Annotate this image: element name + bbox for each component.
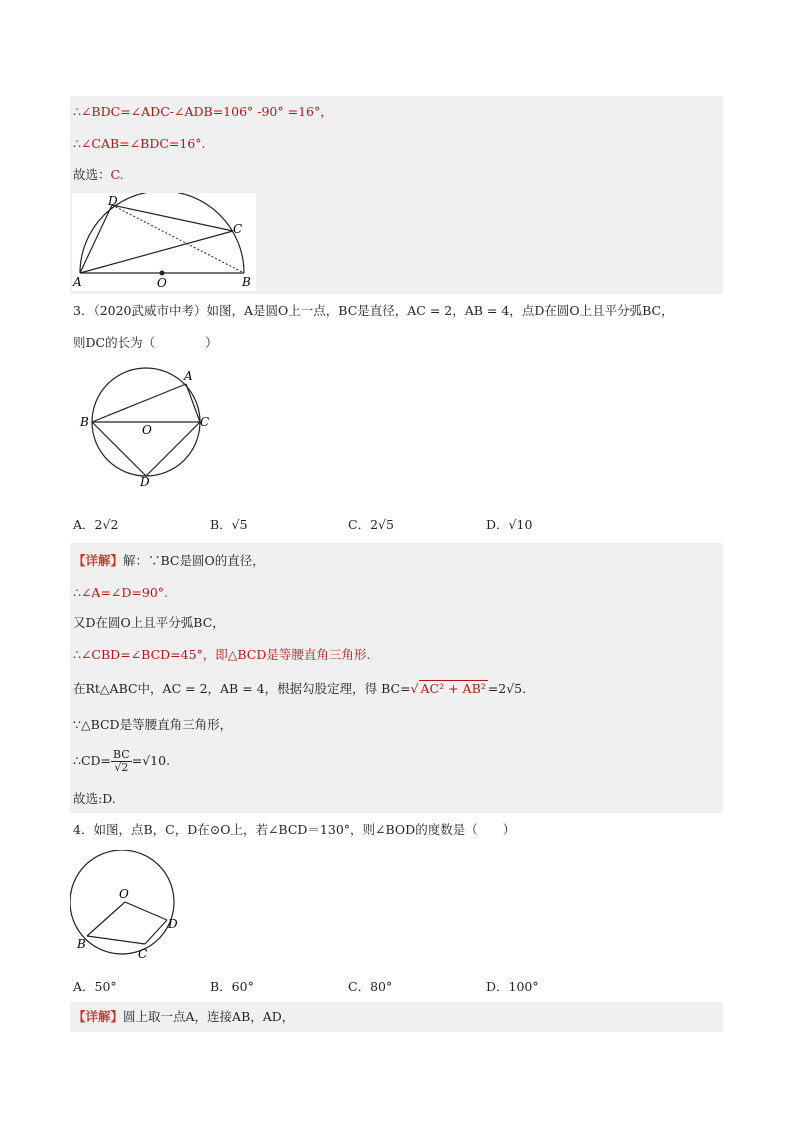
solution-text: =√10.: [131, 753, 171, 768]
choice-prefix: 故选：: [73, 167, 111, 182]
solution-line: 又D在圆O上且平分弧BC，: [73, 615, 225, 630]
solution-text: 在Rt△ABC中，AC = 2，AB = 4，根据勾股定理，得 BC=: [73, 681, 411, 696]
point-label: A: [184, 369, 193, 383]
point-label: O: [142, 423, 152, 437]
solution-line: ∴∠CAB=∠BDC=16°.: [73, 136, 206, 151]
option-a: A．2√2: [73, 517, 119, 532]
solution-line: 故选:D.: [73, 791, 116, 806]
detail-tag: 【详解】: [73, 553, 124, 568]
point-label: C: [233, 222, 243, 236]
circle-figure-q4: [70, 850, 184, 964]
solution-text: 圆上取一点A，连接AB，AD，: [123, 1009, 295, 1024]
option-d: D．√10: [486, 517, 533, 532]
solution-text: =2√5.: [487, 681, 527, 696]
question-3-line2: 则DC的长为（ ）: [73, 335, 218, 350]
point-label: D: [168, 917, 178, 931]
point-label: D: [140, 475, 150, 489]
solution-line: ∴∠CBD=∠BCD=45°，即△BCD是等腰直角三角形.: [73, 647, 371, 662]
option-d: D．100°: [486, 979, 539, 994]
circle-figure-q3: [78, 362, 218, 490]
point-label: C: [138, 947, 148, 961]
solution-line: [73, 1008, 294, 1026]
sqrt-expression: AC² + AB²: [420, 681, 486, 696]
point-label: O: [119, 887, 129, 901]
fraction-numerator: BC: [113, 748, 130, 761]
point-label: D: [108, 194, 118, 208]
choice-value: C.: [110, 167, 124, 182]
point-label: O: [157, 276, 167, 290]
question-3-line1: 3．（2020武威市中考）如图，A是圆O上一点，BC是直径，AC = 2，AB = 4，点D在圆O上且平分弧BC，: [73, 303, 674, 318]
option-c: C．80°: [348, 979, 393, 994]
detail-tag: 【详解】: [73, 1009, 124, 1024]
solution-text: 解：∵BC是圆O的直径，: [123, 553, 265, 568]
semicircle-figure: [72, 193, 256, 291]
point-label: B: [242, 275, 251, 289]
option-a: A．50°: [73, 979, 117, 994]
point-label: B: [80, 415, 89, 429]
solution-line: ∴∠A=∠D=90°.: [73, 585, 169, 600]
option-b: B．√5: [210, 517, 248, 532]
solution-line: ∵△BCD是等腰直角三角形，: [73, 717, 233, 732]
choice-line: [73, 166, 124, 184]
solution-line: ∴∠BDC=∠ADC-∠ADB=106° -90° =16°，: [73, 104, 333, 119]
option-c: C．2√5: [348, 517, 394, 532]
point-label: A: [73, 275, 82, 289]
option-b: B．60°: [210, 979, 254, 994]
solution-line: 在Rt△ABC中，AC = 2，AB = 4，根据勾股定理，得 BC=√ AC² + AB² =2√5.: [73, 681, 527, 696]
solution-line: [73, 552, 265, 570]
point-label: C: [200, 415, 210, 429]
fraction: [111, 749, 132, 774]
solution-text: ∴CD=: [73, 753, 112, 768]
point-label: B: [77, 937, 86, 951]
question-4-line1: 4．如图，点B，C，D在⊙O上，若∠BCD＝130°，则∠BOD的度数是（ ）: [73, 822, 516, 837]
solution-line: [73, 744, 170, 778]
fraction-denominator: √2: [114, 761, 129, 774]
